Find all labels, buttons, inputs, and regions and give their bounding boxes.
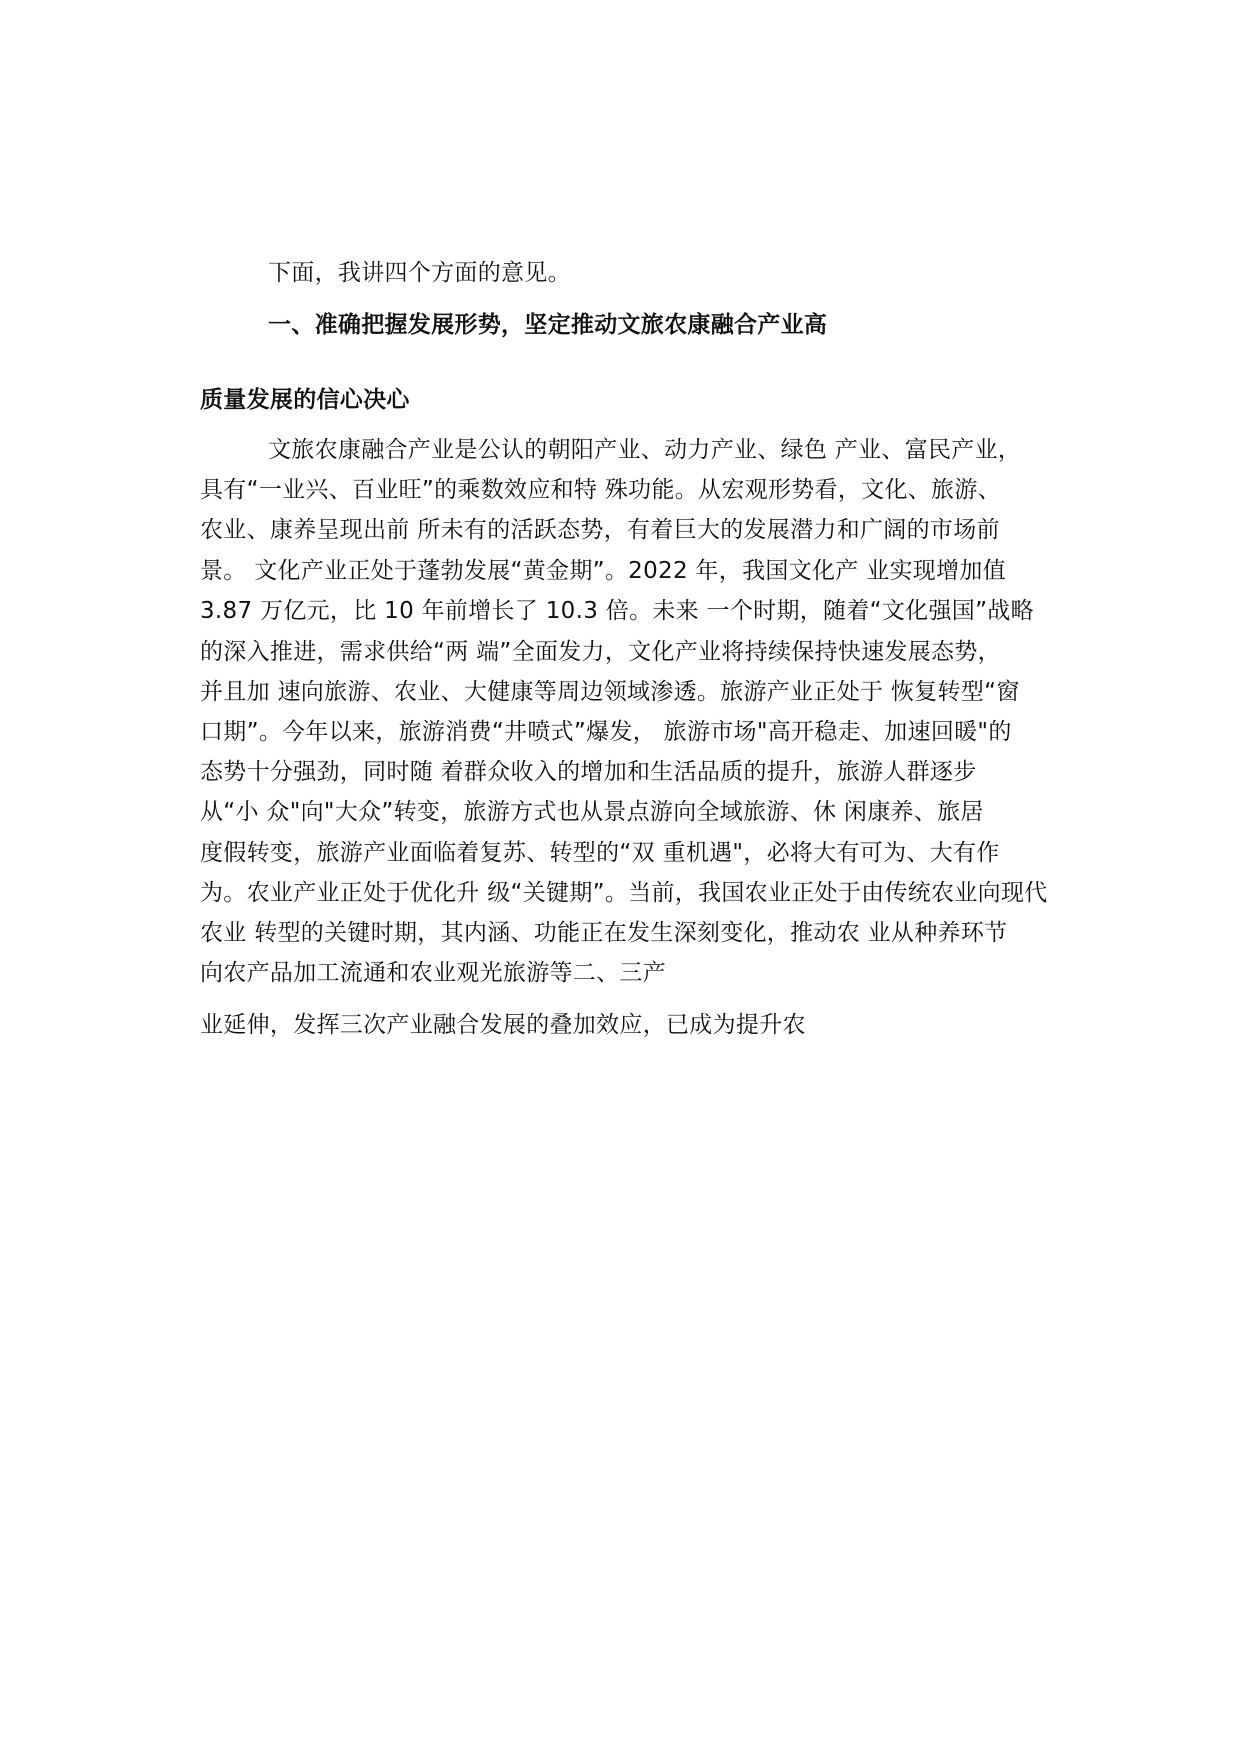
paragraph-line-4: 景。 文化产业正处于蓬勃发展“黄金期”。2022 年，我国文化产 业实现增加值 — [200, 558, 1006, 584]
paragraph-line-1: 文旅农康融合产业是公认的朝阳产业、动力产业、绿色 产业、富民产业， — [268, 437, 1022, 463]
paragraph-line-14: 向农产品加工流通和农业观光旅游等二、三产 — [200, 960, 666, 986]
paragraph-line-13: 农业 转型的关键时期，其内涵、功能正在发生深刻变化，推动农 业从种养环节 — [200, 920, 1008, 946]
paragraph-line-11: 度假转变，旅游产业面临着复苏、转型的“双 重机遇"，必将大有可为、大有作 — [200, 840, 1000, 866]
section-heading-line-1: 一、准确把握发展形势，坚定推动文旅农康融合产业高 — [268, 312, 828, 338]
paragraph-line-12: 为。农业产业正处于优化升 级“关键期”。当前，我国农业正处于由传统农业向现代 — [200, 880, 1048, 906]
intro-text: 下面，我讲四个方面的意见。 — [268, 260, 571, 286]
paragraph-line-8: 口期”。今年以来，旅游消费“井喷式”爆发， 旅游市场"高开稳走、加速回暖"的 — [200, 719, 1012, 745]
paragraph-line-9: 态势十分强劲，同时随 着群众收入的增加和生活品质的提升，旅游人群逐步 — [200, 759, 977, 785]
paragraph-line-3: 农业、康养呈现出前 所未有的活跃态势，有着巨大的发展潜力和广阔的市场前 — [200, 517, 1000, 543]
paragraph-line-2: 具有“一业兴、百业旺”的乘数效应和特 殊功能。从宏观形势看，文化、旅游、 — [200, 477, 1001, 503]
paragraph-line-5: 3.87 万亿元，比 10 年前增长了 10.3 倍。未来 一个时期，随着“文化强国”战略 — [200, 598, 1034, 624]
paragraph-final-line: 业延伸，发挥三次产业融合发展的叠加效应，已成为提升农 — [200, 1012, 806, 1038]
paragraph-line-10: 从“小 众"向"大众”转变，旅游方式也从景点游向全域旅游、休 闲康养、旅居 — [200, 799, 984, 825]
paragraph-line-7: 并且加 速向旅游、农业、大健康等周边领域渗透。旅游产业正处于 恢复转型“窗 — [200, 679, 1020, 705]
section-heading-line-2: 质量发展的信心决心 — [200, 387, 410, 413]
paragraph-line-6: 的深入推进，需求供给“两 端”全面发力，文化产业将持续保持快速发展态势， — [200, 639, 1001, 665]
